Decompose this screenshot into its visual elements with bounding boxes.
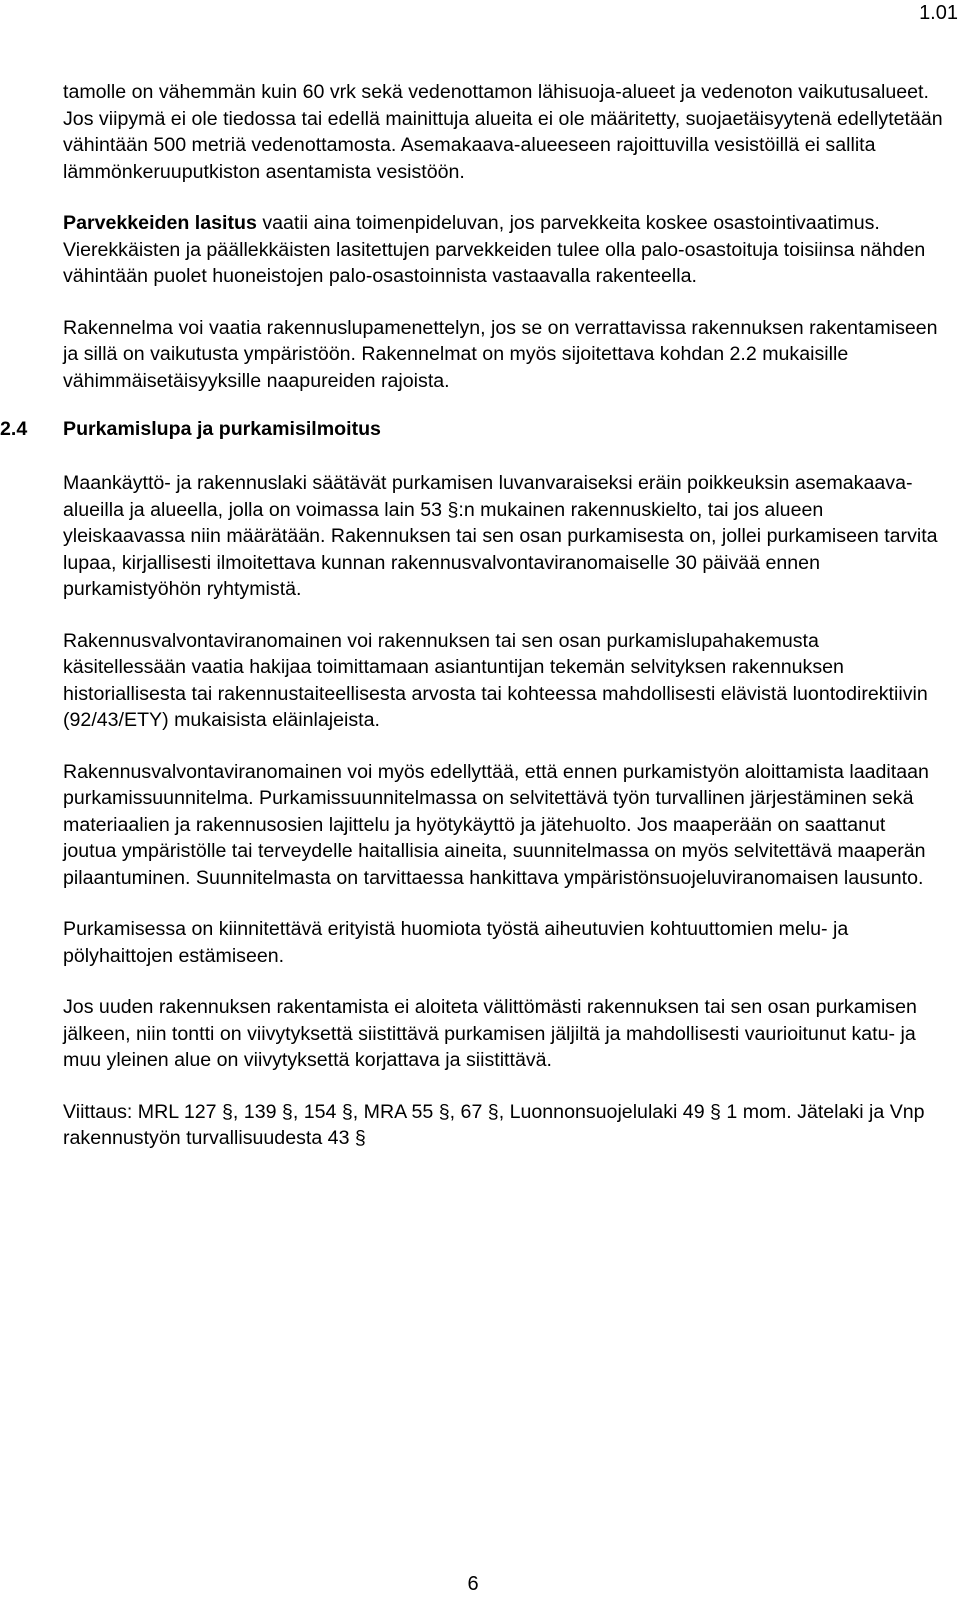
section-title: Purkamislupa ja purkamisilmoitus [63, 418, 381, 440]
paragraph-balcony-glazing [63, 210, 943, 290]
paragraph-demolition-permit: Maankäyttö- ja rakennuslaki säätävät purkamisen luvanvaraiseksi eräin poikkeuksin asemakaava-alueilla ja alueella, jolla on voimassa lain 53 §:n mukainen rakennuskielto, tai jos alueen yleiskaavassa niin määrätään. Rakennuksen tai sen osan purkamisesta on, jollei purkamiseen tarvita lupaa, kirjallisesti ilmoitettava kunnan rakennusvalvontaviranomaiselle 30 päivää ennen purkamistyöhön ryhtymistä. [63, 472, 938, 600]
document-version: 1.01 [919, 2, 958, 24]
paragraph-site-cleanup: Jos uuden rakennuksen rakentamista ei aloiteta välittömästi rakennuksen tai sen osan purkamisen jälkeen, niin tontti on viivytyksettä siistittävä purkamisen jäljiltä ja mahdollisesti vaurioitunut katu- ja muu yleinen alue on viivytyksettä korjattava ja siistittävä. [63, 996, 917, 1071]
paragraph-references: Viittaus: MRL 127 §, 139 §, 154 §, MRA 55 §, 67 §, Luonnonsuojelulaki 49 § 1 mom. Jätelaki ja Vnp rakennustyön turvallisuudesta 43 § [63, 1100, 925, 1149]
paragraph-groundwater: tamolle on vähemmän kuin 60 vrk sekä vedenottamon lähisuoja-alueet ja vedenoton vaikutusalueet. Jos viipymä ei ole tiedossa tai edellä mainittuja alueita ei ole määritetty, suojaetäisyytenä edellytetään vähintään 500 metriä vedenottamosta. Asemakaava-alueeseen rajoittuvilla vesistöillä ei sallita lämmönkeruuputkiston asentamista vesistöön. [63, 81, 943, 183]
paragraph-noise-dust: Purkamisessa on kiinnitettävä erityistä huomiota työstä aiheutuvien kohtuuttomien melu- ja pölyhaittojen estämiseen. [63, 918, 849, 967]
paragraph-survey-requirement: Rakennusvalvontaviranomainen voi rakennuksen tai sen osan purkamislupahakemusta käsitellessään vaatia hakijaa toimittamaan asiantuntijan tekemän selvityksen rakennuksen historiallisesta tai rakennustaiteellisesta arvosta tai kohteessa mahdollisesti elävistä luontodirektiivin (92/43/ETY) mukaisista eläinlajeista. [63, 629, 928, 731]
section-heading [0, 416, 943, 442]
document-body [0, 79, 943, 1177]
paragraph-structure: Rakennelma voi vaatia rakennuslupamenettelyn, jos se on verrattavissa rakennuksen rakentamiseen ja sillä on vaikutusta ympäristöön. Rakennelmat on myös sijoitettava kohdan 2.2 mukaisille vähimmäisetäisyyksille naapureiden rajoista. [63, 316, 938, 392]
page-number: 6 [467, 1573, 479, 1595]
section-number: 2.4 [0, 418, 28, 440]
balcony-glazing-term: Parvekkeiden lasitus [63, 212, 257, 234]
balcony-glazing-text: vaatii aina toimenpideluvan, jos parvekkeita koskee osastointivaatimus. Vierekkäisten ja päällekkäisten lasitettujen parvekkeiden tulee olla palo-osastoituja toisiinsa nähden vähintään puolet huoneistojen palo-osastoinnista vastaavalla rakenteella. [63, 212, 926, 287]
paragraph-demolition-plan: Rakennusvalvontaviranomainen voi myös edellyttää, että ennen purkamistyön aloittamista laaditaan purkamissuunnitelma. Purkamissuunnitelmassa on selvitettävä työn turvallinen järjestäminen sekä materiaalien ja rakennusosien lajittelu ja hyötykäyttö ja jätehuolto. Jos maaperään on saattanut joutua ympäristölle tai terveydelle haitallisia aineita, suunnitelmassa on myös selvitettävä maaperän pilaantuminen. Suunnitelmasta on tarvittaessa hankittava ympäristönsuojeluviranomaisen lausunto. [63, 760, 929, 889]
